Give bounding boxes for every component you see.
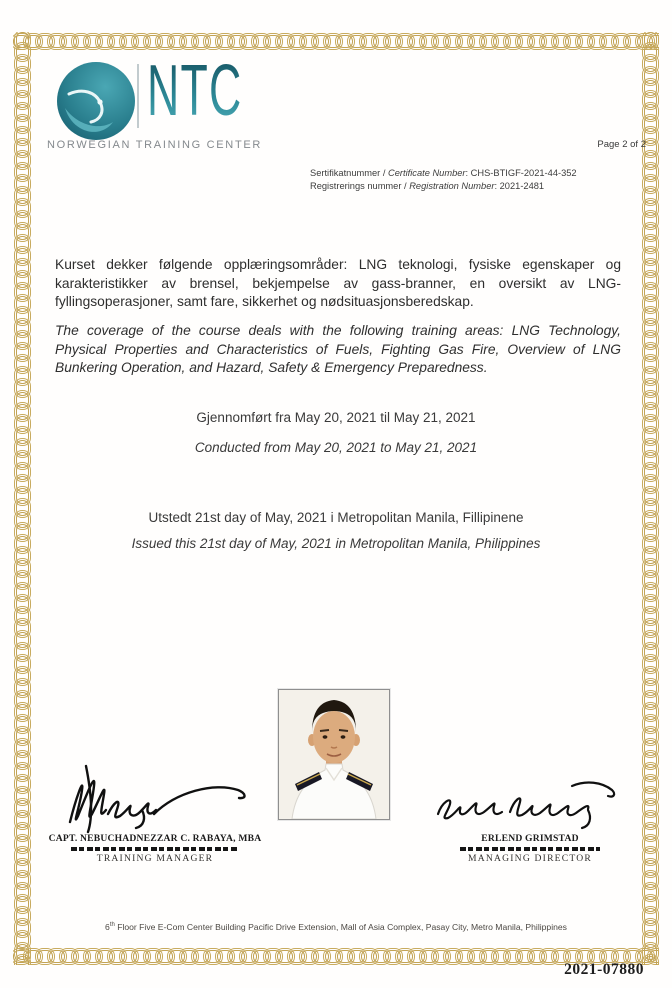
issued-line-norwegian: Utstedt 21st day of May, 2021 i Metropolitan Manila, Fillipinene — [148, 510, 524, 525]
chain-border-left — [13, 32, 31, 965]
conducted-dates-norwegian: Gjennomført fra May 20, 2021 til May 21, 2021 — [196, 410, 476, 425]
footer-address: 6th Floor Five E-Com Center Building Pacific Drive Extension, Mall of Asia Complex, Pasay City, Metro Manila, Philippines — [105, 922, 567, 932]
certificate-number-line: Sertifikatnummer / Certificate Number: CHS-BTIGF-2021-44-352 — [310, 168, 577, 178]
registration-number-line: Registrerings nummer / Registration Number: 2021-2481 — [310, 180, 545, 191]
logo-divider — [137, 64, 139, 128]
training-manager-name: CAPT. NEBUCHADNEZZAR C. RABAYA, MBA — [48, 833, 262, 844]
trainee-photo — [278, 689, 390, 820]
conducted-dates-english: Conducted from May 20, 2021 to May 21, 2021 — [194, 440, 478, 455]
brand-wordmark: NTC — [147, 51, 243, 131]
page-indicator: Page 2 of 2 — [597, 139, 646, 150]
brand-subtitle: NORWEGIAN TRAINING CENTER — [47, 139, 263, 151]
control-number: 2021-07880 — [564, 961, 644, 978]
managing-director-name: ERLEND GRIMSTAD — [481, 833, 579, 844]
issued-line-english: Issued this 21st day of May, 2021 in Metropolitan Manila, Philippines — [131, 536, 541, 551]
chain-border-bottom — [13, 947, 659, 965]
redacted-license-line — [71, 847, 239, 851]
training-manager-title: TRAINING MANAGER — [96, 853, 214, 864]
training-manager-signature — [46, 758, 256, 836]
certificate-numbers — [310, 167, 577, 192]
course-coverage-norwegian: Kurset dekker følgende opplæringsområder: LNG teknologi, fysiske egenskaper og karakteristikker av brensel, bekjempelse av gass-branner, en oversikt av LNG-fyllingsoperasjoner, samt fare, sikkerhet og nødsituasjonsberedskap. — [55, 257, 621, 310]
managing-director-block — [437, 833, 623, 864]
ntc-logo-icon — [57, 62, 135, 140]
training-manager-block — [35, 833, 275, 864]
chain-border-right — [641, 32, 659, 965]
managing-director-signature — [430, 770, 630, 832]
course-coverage-english: The coverage of the course deals with the following training areas: LNG Technology, Physical Properties and Characteristics of Fuels, Fighting Gas Fire, Overview of LNG Bunkering Operation, and Hazard, Safety & Emergency Preparedness. — [55, 323, 621, 376]
chain-border-top — [13, 32, 659, 50]
redacted-license-line — [460, 847, 600, 851]
managing-director-title: MANAGING DIRECTOR — [468, 853, 592, 864]
